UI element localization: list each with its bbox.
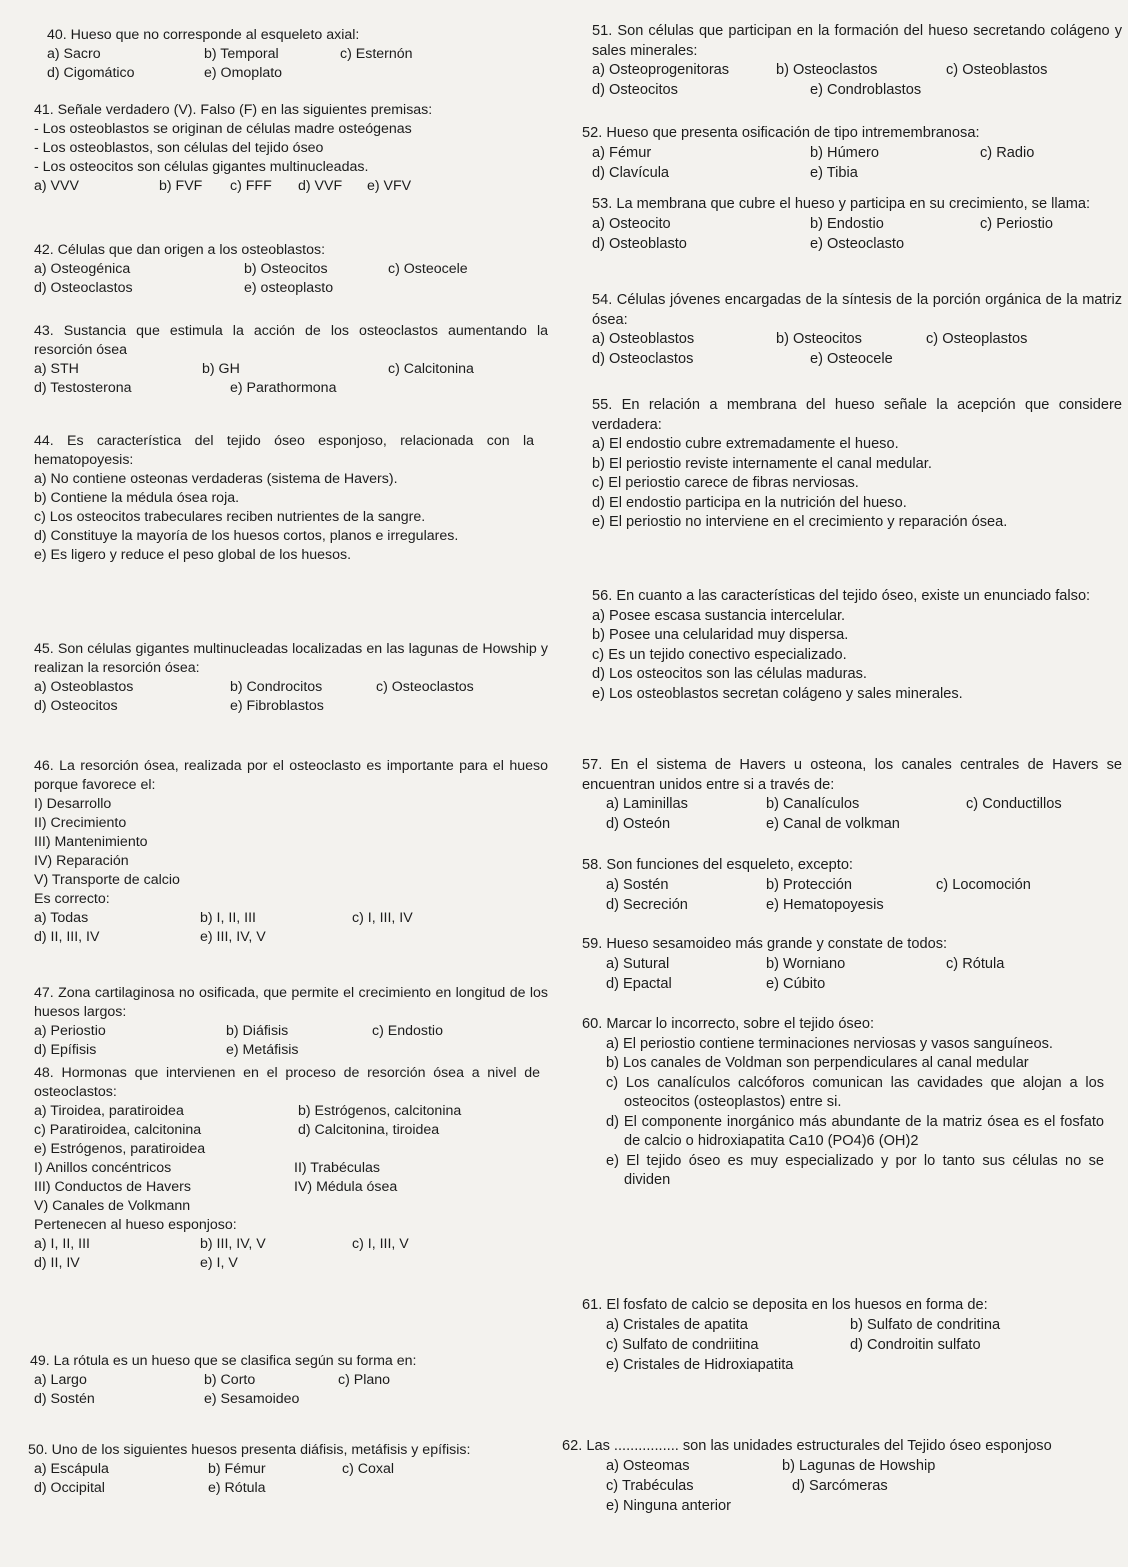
question-stem: 53. La membrana que cubre el hueso y participa en su crecimiento, se llama: [592, 196, 1091, 212]
statement: III) Mantenimiento [34, 834, 148, 850]
statement: IV) Reparación [34, 853, 129, 869]
option[interactable]: a) El endostio cubre extremadamente el hueso. [592, 436, 899, 452]
option[interactable]: e) Metáfisis [226, 1042, 299, 1058]
question-61 [582, 1296, 1122, 1376]
option-row [592, 350, 1122, 370]
question-46 [34, 757, 548, 947]
option[interactable]: b) Húmero [810, 144, 879, 161]
option[interactable]: e) Canal de volkman [766, 816, 900, 832]
option-row [582, 1356, 1122, 1376]
option[interactable]: b) Corto [204, 1372, 256, 1388]
question-57 [582, 756, 1122, 835]
option-row [562, 1497, 1122, 1517]
option[interactable]: b) Canalículos [766, 796, 860, 812]
option[interactable]: c) Locomoción [936, 876, 1031, 893]
option-row [34, 1041, 548, 1060]
option-row [582, 164, 1126, 184]
option[interactable]: d) Constituye la mayoría de los huesos cortos, planos e irregulares. [34, 528, 459, 544]
option-row [582, 815, 1122, 835]
option[interactable]: d) Sostén [34, 1391, 95, 1407]
option[interactable]: a) Tiroidea, paratiroidea [34, 1103, 184, 1119]
option[interactable]: c) Osteoblastos [946, 62, 1048, 78]
option-row [34, 928, 548, 947]
option[interactable]: c) Sulfato de condriitina [606, 1336, 759, 1353]
option-row [47, 45, 570, 64]
item-row [34, 1216, 540, 1235]
option[interactable]: c) Osteoplastos [926, 331, 1028, 347]
option[interactable]: d) El componente inorgánico más abundante de la matriz ósea es el fosfato de calcio o hidroxiapatita Ca10 (PO4)6 (OH)2 [606, 1113, 1104, 1149]
option-row [34, 279, 570, 298]
option[interactable]: c) Rótula [946, 955, 1005, 972]
question-49 [30, 1352, 570, 1409]
option-row [30, 1371, 570, 1390]
question-stem: 41. Señale verdadero (V). Falso (F) en las siguientes premisas: [34, 102, 433, 118]
option-row [34, 697, 548, 716]
option[interactable]: c) Osteoclastos [376, 679, 474, 695]
question-43 [34, 322, 548, 398]
option-row [582, 1336, 1122, 1356]
option[interactable]: e) Omoplato [204, 65, 283, 81]
option-list [592, 607, 1122, 705]
option[interactable]: e) osteoplasto [244, 280, 334, 296]
option[interactable]: b) Contiene la médula ósea roja. [34, 490, 240, 506]
question-stem: 40. Hueso que no corresponde al esqueleto axial: [47, 27, 360, 43]
option[interactable]: b) Diáfisis [226, 1023, 289, 1039]
item: I) Anillos concéntricos [34, 1160, 172, 1176]
option[interactable]: a) Osteomas [606, 1457, 690, 1474]
option[interactable]: a) Posee escasa sustancia intercelular. [592, 607, 846, 624]
option[interactable]: e) Los osteoblastos secretan colágeno y sales minerales. [592, 685, 963, 702]
option[interactable]: d) Condroitin sulfato [850, 1336, 981, 1353]
item-row [34, 1178, 540, 1197]
option[interactable]: e) Ninguna anterior [606, 1497, 731, 1514]
option-list [34, 470, 534, 565]
option[interactable]: e) Condroblastos [810, 82, 922, 98]
option[interactable]: d) Osteoclastos [592, 351, 694, 367]
option-row [47, 64, 570, 83]
item-row [34, 1197, 540, 1216]
option[interactable]: d) Calcitonina, tiroidea [298, 1122, 440, 1138]
question-53 [592, 195, 1122, 255]
option[interactable]: e) Osteocele [810, 351, 893, 367]
option[interactable]: c) Calcitonina [388, 361, 474, 377]
question-stem: 61. El fosfato de calcio se deposita en los huesos en forma de: [582, 1297, 988, 1313]
option[interactable]: a) Osteogénica [34, 261, 131, 277]
question-54 [592, 291, 1122, 370]
question-stem: 55. En relación a membrana del hueso señale la acepción que considere verdadera: [592, 397, 1122, 433]
question-stem: 48. Hormonas que intervienen en el proceso de resorción ósea a nivel de osteoclastos: [34, 1065, 540, 1100]
question-stem: 46. La resorción ósea, realizada por el osteoclasto es importante para el hueso porque favorece el: [34, 758, 548, 793]
option-row [34, 177, 570, 196]
option[interactable]: c) Periostio [980, 215, 1053, 232]
option[interactable]: c) I, III, IV [352, 910, 413, 926]
option[interactable]: b) Osteocitos [776, 331, 862, 347]
option[interactable]: d) Cigomático [47, 65, 135, 81]
option-row [34, 1022, 548, 1041]
option[interactable]: b) Estrógenos, calcitonina [298, 1103, 462, 1119]
statement: II) Crecimiento [34, 815, 127, 831]
option[interactable]: c) Trabéculas [606, 1477, 694, 1494]
option[interactable]: c) Esternón [340, 46, 413, 62]
option[interactable]: a) Osteoblastos [592, 331, 695, 347]
option[interactable]: c) Es un tejido conectivo especializado. [592, 646, 847, 663]
option[interactable]: b) GH [202, 361, 240, 377]
item: IV) Médula ósea [294, 1179, 398, 1195]
question-48 [34, 1064, 540, 1273]
option[interactable]: c) Paratiroidea, calcitonina [34, 1122, 202, 1138]
option[interactable]: c) Conductillos [966, 796, 1062, 812]
question-60 [582, 1015, 1104, 1191]
option[interactable]: b) Lagunas de Howship [782, 1457, 936, 1474]
option[interactable]: d) Sarcómeras [792, 1477, 888, 1494]
option[interactable]: a) Largo [34, 1372, 87, 1388]
option[interactable]: b) FVF [159, 178, 203, 194]
option[interactable]: d) Occipital [34, 1480, 105, 1496]
option-list [592, 435, 1122, 533]
option-row [34, 360, 548, 379]
option[interactable]: c) Los canalículos calcóforos comunican las cavidades que alojan a los osteocitos (osteoplastos) entre si. [606, 1074, 1104, 1110]
option[interactable]: d) Los osteocitos son las células maduras. [592, 666, 867, 682]
option[interactable]: d) II, IV [34, 1255, 80, 1271]
question-45 [34, 640, 548, 716]
question-stem: 44. Es característica del tejido óseo esponjoso, relacionada con la hematopoyesis: [34, 433, 534, 468]
option[interactable]: d) Osteocitos [592, 82, 678, 98]
option[interactable]: a) STH [34, 361, 79, 377]
question-59 [582, 935, 1126, 995]
option-row [592, 61, 1122, 81]
question-58 [582, 856, 1126, 916]
item-row [34, 1159, 540, 1178]
option-row [28, 1479, 570, 1498]
option-row [34, 1102, 540, 1121]
option[interactable]: a) VVV [34, 178, 79, 194]
option[interactable]: e) I, V [200, 1255, 238, 1271]
option[interactable]: c) Los osteocitos trabeculares reciben nutrientes de la sangre. [34, 509, 426, 525]
option[interactable]: a) I, II, III [34, 1236, 90, 1252]
option[interactable]: a) Todas [34, 910, 89, 926]
option[interactable]: b) Los canales de Voldman son perpendiculares al canal medular [606, 1055, 1029, 1071]
option[interactable]: a) El periostio contiene terminaciones nerviosas y vasos sanguíneos. [606, 1035, 1053, 1052]
question-40 [47, 26, 570, 83]
option-row [34, 1235, 540, 1254]
option[interactable]: e) Cúbito [766, 975, 826, 992]
option[interactable]: a) Escápula [34, 1461, 109, 1477]
statement: - Los osteoblastos, son células del tejido óseo [34, 140, 324, 156]
question-stem: 45. Son células gigantes multinucleadas localizadas en las lagunas de Howship y realizan la resorción ósea: [34, 641, 548, 676]
option[interactable]: d) Testosterona [34, 380, 132, 396]
option[interactable]: c) Endostio [372, 1023, 443, 1039]
question-stem: 60. Marcar lo incorrecto, sobre el tejido óseo: [582, 1016, 875, 1032]
option[interactable]: a) Periostio [34, 1023, 106, 1039]
question-47 [34, 984, 548, 1060]
option-list [582, 1035, 1104, 1191]
items-label: Pertenecen al hueso esponjoso: [34, 1217, 237, 1233]
option-row [582, 975, 1126, 995]
option[interactable]: a) No contiene osteonas verdaderas (sistema de Havers). [34, 471, 398, 487]
question-50 [28, 1441, 570, 1498]
option[interactable]: e) Sesamoideo [204, 1391, 300, 1407]
option-row [592, 235, 1122, 255]
option[interactable]: c) Osteocele [388, 261, 468, 277]
question-stem: 62. Las ................ son las unidades estructurales del Tejido óseo esponjoso [562, 1438, 1052, 1454]
option[interactable]: a) Cristales de apatita [606, 1316, 748, 1333]
option[interactable]: a) Laminillas [606, 796, 688, 812]
option[interactable]: b) Condrocitos [230, 679, 323, 695]
question-stem: 58. Son funciones del esqueleto, excepto: [582, 857, 853, 873]
option-row [582, 795, 1122, 815]
option[interactable]: e) Parathormona [230, 380, 337, 396]
option[interactable]: d) Osteoclastos [34, 280, 133, 296]
option[interactable]: b) Osteoclastos [776, 62, 878, 78]
question-stem: 56. En cuanto a las características del tejido óseo, existe un enunciado falso: [592, 588, 1091, 604]
question-stem: 52. Hueso que presenta osificación de tipo intremembranosa: [582, 125, 980, 141]
question-stem: 50. Uno de los siguientes huesos presenta diáfisis, metáfisis y epífisis: [28, 1442, 471, 1458]
question-stem: 59. Hueso sesamoideo más grande y constate de todos: [582, 936, 948, 952]
option-row [34, 678, 548, 697]
option[interactable]: e) El tejido óseo es muy especializado y por lo tanto sus células no se dividen [606, 1152, 1104, 1188]
option[interactable]: b) III, IV, V [200, 1236, 266, 1252]
option[interactable]: b) Worniano [766, 955, 846, 972]
option[interactable]: b) Fémur [208, 1461, 266, 1477]
statement: Es correcto: [34, 891, 110, 907]
option-row [582, 1316, 1122, 1336]
option-row [592, 215, 1122, 235]
option[interactable]: b) Posee una celularidad muy dispersa. [592, 627, 849, 643]
option[interactable]: d) Osteocitos [34, 698, 118, 714]
item: II) Trabéculas [294, 1160, 380, 1176]
item: III) Conductos de Havers [34, 1179, 191, 1195]
option-row [34, 1254, 540, 1273]
statement-list [34, 795, 548, 909]
option[interactable]: a) Sacro [47, 46, 101, 62]
question-stem: 54. Células jóvenes encargadas de la síntesis de la porción orgánica de la matriz ósea: [592, 292, 1122, 328]
option-row [592, 81, 1122, 101]
option-row [582, 955, 1126, 975]
option-row [592, 330, 1122, 350]
option-row [34, 1121, 540, 1140]
option-row [28, 1460, 570, 1479]
option[interactable]: d) Secreción [606, 896, 688, 913]
option[interactable]: a) Fémur [592, 144, 652, 161]
option-row [34, 1140, 540, 1159]
option[interactable]: e) Hematopoyesis [766, 896, 884, 913]
statement: - Los osteoblastos se originan de células madre osteógenas [34, 121, 412, 137]
question-41 [34, 101, 570, 196]
question-55 [592, 396, 1122, 533]
option[interactable]: c) I, III, V [352, 1236, 409, 1252]
question-51 [592, 22, 1122, 101]
option[interactable]: e) Cristales de Hidroxiapatita [606, 1356, 794, 1373]
option[interactable]: e) Tibia [810, 164, 858, 181]
option[interactable]: a) Osteocito [592, 215, 671, 232]
option-row [30, 1390, 570, 1409]
option[interactable]: d) Osteón [606, 816, 671, 832]
option-row [34, 260, 570, 279]
option[interactable]: d) Epífisis [34, 1042, 97, 1058]
option[interactable]: a) Sostén [606, 876, 669, 893]
question-stem: 57. En el sistema de Havers u osteona, los canales centrales de Havers se encuentran unidos entre si a través de: [582, 757, 1122, 793]
option[interactable]: d) Osteoblasto [592, 235, 687, 252]
question-stem: 43. Sustancia que estimula la acción de los osteoclastos aumentando la resorción ósea [34, 323, 548, 358]
option-row [34, 379, 548, 398]
option[interactable]: d) VVF [298, 178, 343, 194]
option[interactable]: e) El periostio no interviene en el crecimiento y reparación ósea. [592, 514, 1008, 530]
option[interactable]: b) Endostio [810, 215, 884, 232]
option[interactable]: d) II, III, IV [34, 929, 100, 945]
option[interactable]: b) I, II, III [200, 910, 256, 926]
option[interactable]: e) Rótula [208, 1480, 266, 1496]
option[interactable]: e) VFV [367, 178, 412, 194]
option[interactable]: e) Es ligero y reduce el peso global de los huesos. [34, 547, 352, 563]
question-56 [592, 587, 1122, 704]
option[interactable]: d) Epactal [606, 975, 672, 992]
question-44 [34, 432, 534, 565]
option[interactable]: c) Plano [338, 1372, 391, 1388]
option[interactable]: e) Osteoclasto [810, 235, 905, 252]
option[interactable]: b) El periostio reviste internamente el canal medular. [592, 455, 932, 472]
option[interactable]: b) Protección [766, 876, 852, 893]
option[interactable]: a) Osteoprogenitoras [592, 62, 730, 78]
option-row [562, 1457, 1122, 1477]
option-row [582, 144, 1126, 164]
option[interactable]: a) Osteoblastos [34, 679, 134, 695]
option-row [34, 909, 548, 928]
option[interactable]: b) Sulfato de condritina [850, 1316, 1001, 1333]
question-stem: 51. Son células que participan en la formación del hueso secretando colágeno y sales minerales: [592, 23, 1122, 59]
option[interactable]: c) Coxal [342, 1461, 395, 1477]
question-42 [34, 241, 570, 298]
item: V) Canales de Volkmann [34, 1198, 191, 1214]
option[interactable]: d) El endostio participa en la nutrición del hueso. [592, 494, 907, 511]
question-stem: 42. Células que dan origen a los osteoblastos: [34, 242, 326, 258]
question-stem: 47. Zona cartilaginosa no osificada, que permite el crecimiento en longitud de los huesos largos: [34, 985, 548, 1020]
option[interactable]: a) Sutural [606, 955, 670, 972]
question-52 [582, 124, 1126, 184]
option-row [582, 876, 1126, 896]
option[interactable]: d) Clavícula [592, 164, 670, 181]
statement: - Los osteocitos son células gigantes multinucleadas. [34, 159, 369, 175]
option-row [582, 896, 1126, 916]
option[interactable]: c) FFF [230, 178, 272, 194]
option[interactable]: b) Osteocitos [244, 261, 328, 277]
statement: I) Desarrollo [34, 796, 112, 812]
option[interactable]: b) Temporal [204, 46, 279, 62]
statement: V) Transporte de calcio [34, 872, 180, 888]
option[interactable]: e) Estrógenos, paratiroidea [34, 1141, 206, 1157]
question-stem: 49. La rótula es un hueso que se clasifica según su forma en: [30, 1353, 417, 1369]
option[interactable]: c) El periostio carece de fibras nerviosas. [592, 475, 859, 491]
question-62 [562, 1437, 1122, 1517]
option[interactable]: e) Fibroblastos [230, 698, 324, 714]
option-row [562, 1477, 1122, 1497]
option[interactable]: c) Radio [980, 144, 1035, 161]
option[interactable]: e) III, IV, V [200, 929, 266, 945]
